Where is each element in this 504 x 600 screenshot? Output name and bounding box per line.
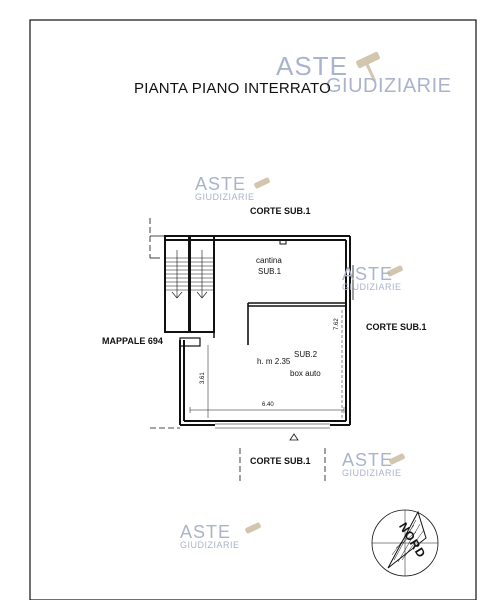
watermark-bottom-left: [180, 524, 240, 550]
dimension-side: 3.61: [200, 372, 206, 384]
watermark-brand: ASTE: [195, 174, 247, 194]
garage-door: [215, 424, 330, 440]
watermark-brand: ASTE: [342, 450, 394, 470]
stair-block: [165, 236, 214, 346]
watermark-brand: ASTE: [180, 522, 232, 542]
label-cantina: cantina: [256, 256, 282, 265]
label-mappale: MAPPALE 694: [102, 336, 163, 346]
watermark-brand: ASTE: [276, 51, 348, 81]
label-corte-right: CORTE SUB.1: [366, 322, 427, 332]
watermark-sub: GIUDIZIARIE: [326, 75, 452, 97]
dimension-depth: 7.62: [334, 318, 340, 330]
label-box: box auto: [290, 369, 321, 378]
north-label: NORD: [396, 520, 429, 561]
label-corte-top: CORTE SUB.1: [250, 206, 311, 216]
watermark-sub: GIUDIZIARIE: [342, 468, 402, 478]
watermark-mid-right: [342, 266, 402, 292]
partition-wall: [248, 303, 346, 345]
watermark-sub: GIUDIZIARIE: [342, 282, 402, 292]
watermark-brand: ASTE: [342, 264, 394, 284]
label-height: h. m 2.35: [257, 357, 291, 366]
plan-title: PIANTA PIANO INTERRATO: [134, 80, 331, 97]
label-sub2: SUB.2: [294, 350, 318, 359]
label-corte-bottom: CORTE SUB.1: [250, 456, 311, 466]
watermark-sub: GIUDIZIARIE: [195, 192, 255, 202]
watermark-lower-right: [342, 452, 402, 478]
sheet-frame: [30, 20, 476, 600]
label-cantina-sub: SUB.1: [258, 267, 282, 276]
watermark-mid-left: [195, 176, 255, 202]
dimension-width: 6.40: [262, 402, 274, 408]
watermark-sub: GIUDIZIARIE: [180, 540, 240, 550]
